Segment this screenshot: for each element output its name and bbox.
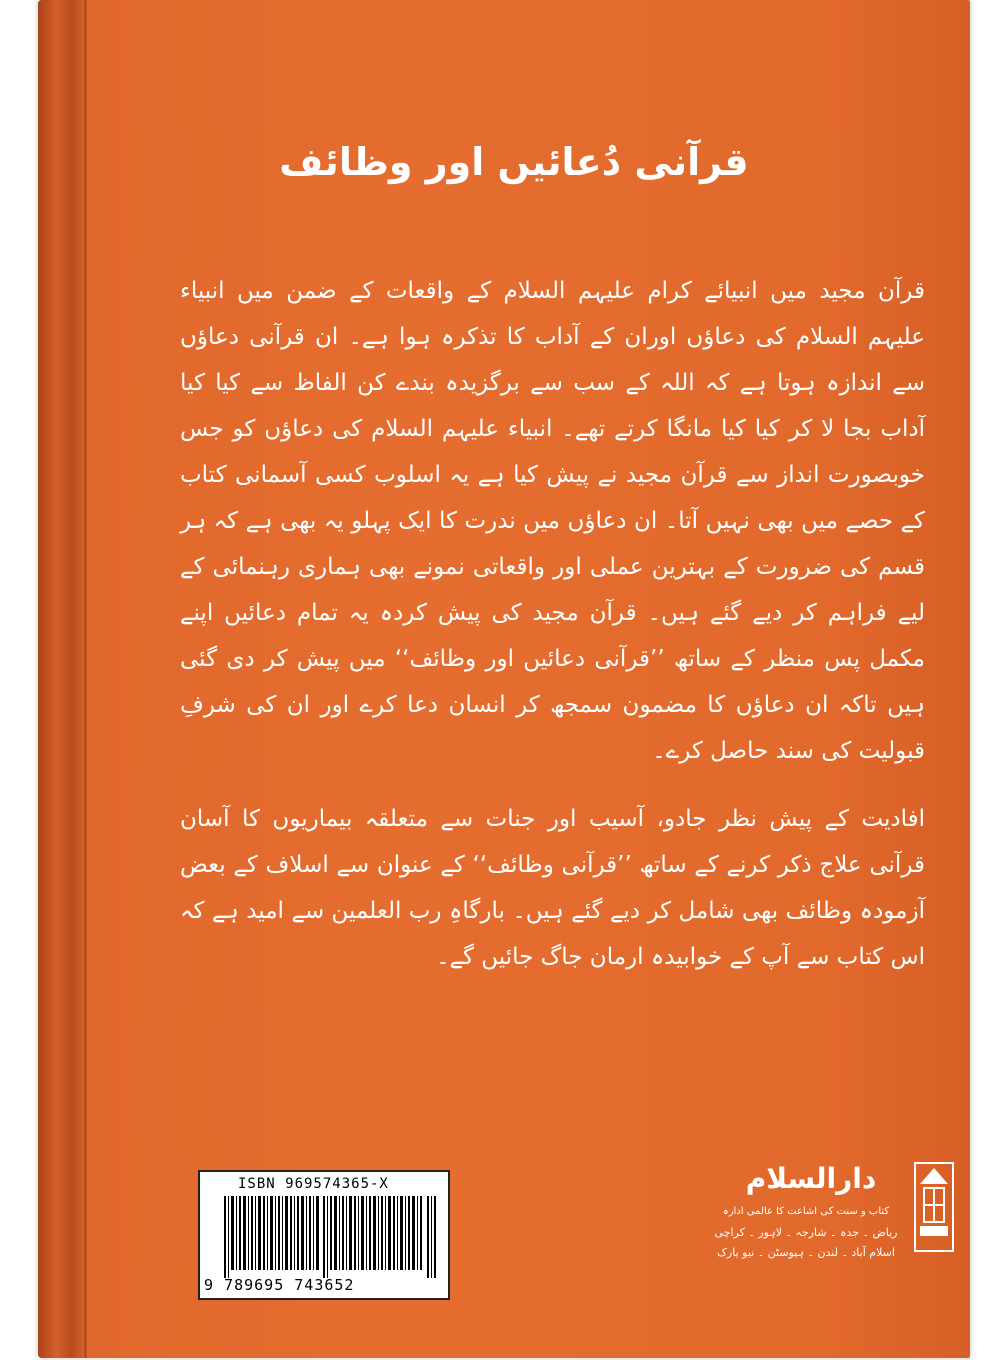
barcode-box bbox=[198, 1170, 450, 1300]
book-spine bbox=[38, 0, 86, 1358]
publisher-cities-line-1: ریاض ۔ جدہ ۔ شارجہ ۔ لاہور ۔ کراچی bbox=[714, 1226, 898, 1239]
blurb-paragraph-2: افادیت کے پیش نظر جادو، آسیب اور جنات سے متعلقہ بیماریوں کا آسان قرآنی علاج ذکر کرنے کے ساتھ ’’قرآنی وظائف‘‘ کے عنوان سے اسلاف کے بعض آزمودہ وظائف بھی شامل کر دیے گئے ہیں۔ بارگاہِ رب العلمین سے امید ہے کہ اس کتاب سے آپ کے خوابیدہ ارمان جاگ جائیں گے۔ bbox=[180, 806, 925, 970]
publisher-block bbox=[678, 1162, 958, 1302]
cover-title: قرآنی دُعائیں اور وظائف bbox=[279, 140, 749, 184]
book-back-cover bbox=[38, 0, 970, 1358]
blurb-text bbox=[180, 268, 925, 1002]
darussalam-logo-icon bbox=[914, 1162, 954, 1252]
blurb-paragraph-1: قرآن مجید میں انبیائے کرام علیہم السلام کے واقعات کے ضمن میں انبیاء علیہم السلام کی دعاؤں اوران کے آداب کا تذکرہ ہوا ہے۔ ان قرآنی دعاؤں سے اندازہ ہوتا ہے کہ اللہ کے سب سے برگزیدہ بندے کن الفاظ سے کیا کیا آداب بجا لا کر کیا کیا مانگا کرتے تھے۔ انبیاء علیہم السلام کی دعاؤں کو جس خوبصورت انداز سے قرآن مجید نے پیش کیا ہے یہ اسلوب کسی آسمانی کتاب کے حصے میں بھی نہیں آتا۔ ان دعاؤں میں ندرت کا ایک پہلو یہ بھی ہے کہ ہر قسم کی ضرورت کے بہترین عملی اور واقعاتی نمونے بھی ہماری رہنمائی کے لیے فراہم کر دیے گئے ہیں۔ قرآن مجید کی پیش کردہ یہ تمام دعائیں اپنے مکمل پس منظر کے ساتھ ’’قرآنی دعائیں اور وظائف‘‘ میں پیش کر دی گئی ہیں تاکہ ان دعاؤں کا مضمون سمجھ کر انسان دعا کرے اور ان کی شرفِ قبولیت کی سند حاصل کرے۔ bbox=[180, 278, 925, 764]
spine-crease bbox=[84, 0, 87, 1358]
ean-number: 9 789695 743652 bbox=[204, 1276, 355, 1294]
publisher-tagline: کتاب و سنت کی اشاعت کا عالمی ادارہ bbox=[722, 1206, 890, 1217]
isbn-label: ISBN 969574365-X bbox=[238, 1176, 389, 1192]
publisher-cities-line-2: اسلام آباد ۔ لندن ۔ ہیوسٹن ۔ نیو یارک bbox=[717, 1246, 895, 1259]
publisher-name: دارالسلام bbox=[745, 1162, 877, 1195]
barcode-icon bbox=[224, 1196, 436, 1278]
